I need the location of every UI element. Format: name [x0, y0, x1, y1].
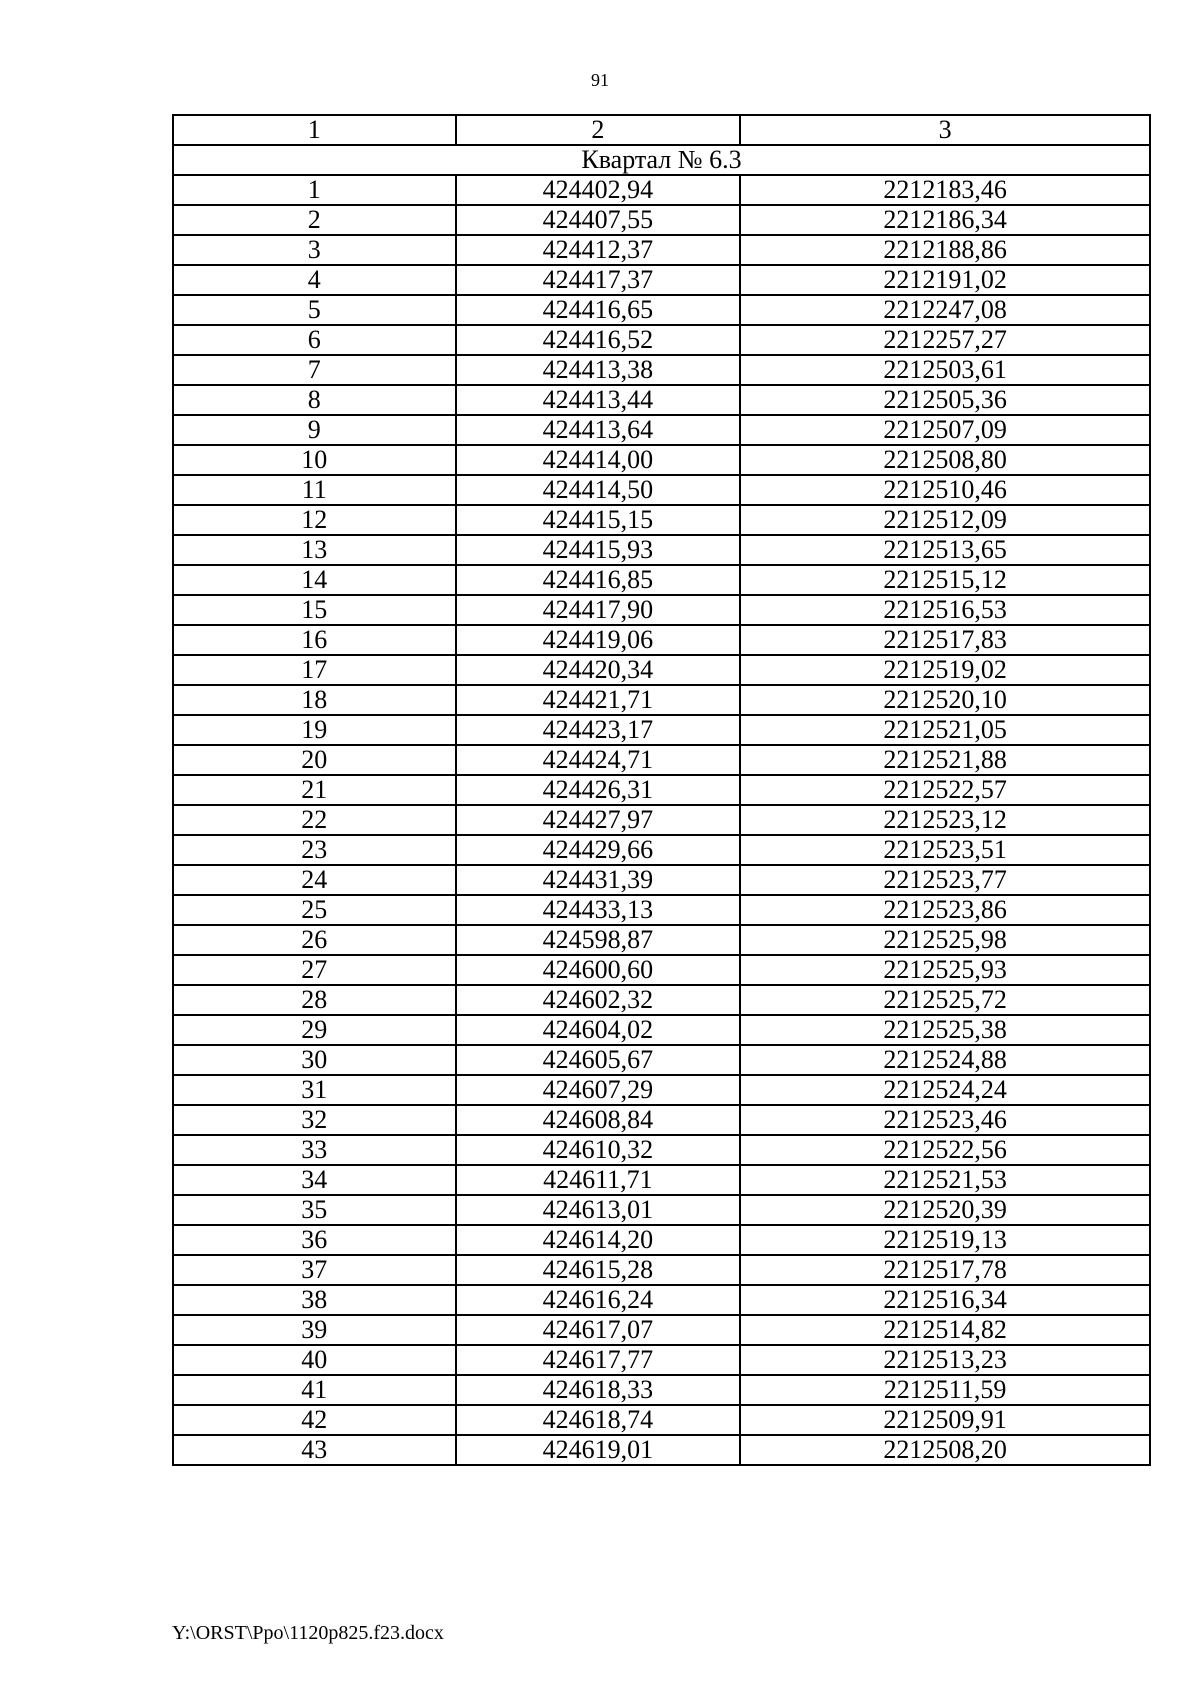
point-number-cell: 31	[173, 1075, 456, 1105]
table-row	[173, 775, 1150, 805]
point-number-cell: 23	[173, 835, 456, 865]
y-coordinate-cell: 2212522,57	[740, 775, 1150, 805]
y-coordinate-cell: 2212517,83	[740, 625, 1150, 655]
x-coordinate-cell: 424615,28	[456, 1255, 741, 1285]
y-coordinate-cell: 2212522,56	[740, 1135, 1150, 1165]
table-row	[173, 655, 1150, 685]
y-coordinate-cell: 2212514,82	[740, 1315, 1150, 1345]
x-coordinate-cell: 424605,67	[456, 1045, 741, 1075]
point-number-cell: 20	[173, 745, 456, 775]
y-coordinate-cell: 2212525,98	[740, 925, 1150, 955]
point-number-cell: 22	[173, 805, 456, 835]
x-coordinate-cell: 424431,39	[456, 865, 741, 895]
point-number-cell: 24	[173, 865, 456, 895]
y-coordinate-cell: 2212521,53	[740, 1165, 1150, 1195]
table-row	[173, 265, 1150, 295]
table-row	[173, 865, 1150, 895]
x-coordinate-cell: 424417,37	[456, 265, 741, 295]
point-number-cell: 34	[173, 1165, 456, 1195]
table-row	[173, 175, 1150, 205]
point-number-cell: 42	[173, 1405, 456, 1435]
point-number-cell: 16	[173, 625, 456, 655]
x-coordinate-cell: 424426,31	[456, 775, 741, 805]
x-coordinate-cell: 424618,74	[456, 1405, 741, 1435]
point-number-cell: 37	[173, 1255, 456, 1285]
x-coordinate-cell: 424413,64	[456, 415, 741, 445]
y-coordinate-cell: 2212523,86	[740, 895, 1150, 925]
point-number-cell: 27	[173, 955, 456, 985]
x-coordinate-cell: 424412,37	[456, 235, 741, 265]
x-coordinate-cell: 424613,01	[456, 1195, 741, 1225]
point-number-cell: 30	[173, 1045, 456, 1075]
point-number-cell: 18	[173, 685, 456, 715]
y-coordinate-cell: 2212509,91	[740, 1405, 1150, 1435]
y-coordinate-cell: 2212523,46	[740, 1105, 1150, 1135]
x-coordinate-cell: 424602,32	[456, 985, 741, 1015]
table-row	[173, 625, 1150, 655]
y-coordinate-cell: 2212257,27	[740, 325, 1150, 355]
table-row	[173, 565, 1150, 595]
table-row	[173, 475, 1150, 505]
point-number-cell: 25	[173, 895, 456, 925]
table-row	[173, 745, 1150, 775]
table-row	[173, 1255, 1150, 1285]
table-row	[173, 805, 1150, 835]
x-coordinate-cell: 424415,93	[456, 535, 741, 565]
point-number-cell: 2	[173, 205, 456, 235]
table-row	[173, 415, 1150, 445]
y-coordinate-cell: 2212186,34	[740, 205, 1150, 235]
table-body	[173, 115, 1150, 1465]
y-coordinate-cell: 2212512,09	[740, 505, 1150, 535]
table-row	[173, 325, 1150, 355]
table-row	[173, 1315, 1150, 1345]
section-title-row	[173, 145, 1150, 175]
point-number-cell: 4	[173, 265, 456, 295]
y-coordinate-cell: 2212516,34	[740, 1285, 1150, 1315]
y-coordinate-cell: 2212510,46	[740, 475, 1150, 505]
point-number-cell: 33	[173, 1135, 456, 1165]
table-row	[173, 1135, 1150, 1165]
table-row	[173, 955, 1150, 985]
x-coordinate-cell: 424617,77	[456, 1345, 741, 1375]
footer-file-path: Y:\ORST\Ppo\1120p825.f23.docx	[172, 1622, 444, 1644]
x-coordinate-cell: 424407,55	[456, 205, 741, 235]
table-row	[173, 1225, 1150, 1255]
table-row	[173, 445, 1150, 475]
point-number-cell: 19	[173, 715, 456, 745]
x-coordinate-cell: 424607,29	[456, 1075, 741, 1105]
point-number-cell: 43	[173, 1435, 456, 1465]
y-coordinate-cell: 2212524,88	[740, 1045, 1150, 1075]
y-coordinate-cell: 2212513,23	[740, 1345, 1150, 1375]
x-coordinate-cell: 424402,94	[456, 175, 741, 205]
y-coordinate-cell: 2212521,88	[740, 745, 1150, 775]
point-number-cell: 36	[173, 1225, 456, 1255]
y-coordinate-cell: 2212508,80	[740, 445, 1150, 475]
y-coordinate-cell: 2212511,59	[740, 1375, 1150, 1405]
y-coordinate-cell: 2212515,12	[740, 565, 1150, 595]
x-coordinate-cell: 424427,97	[456, 805, 741, 835]
x-coordinate-cell: 424419,06	[456, 625, 741, 655]
point-number-cell: 39	[173, 1315, 456, 1345]
y-coordinate-cell: 2212523,51	[740, 835, 1150, 865]
x-coordinate-cell: 424420,34	[456, 655, 741, 685]
table-row	[173, 685, 1150, 715]
column-header-1: 1	[173, 115, 456, 145]
x-coordinate-cell: 424618,33	[456, 1375, 741, 1405]
x-coordinate-cell: 424604,02	[456, 1015, 741, 1045]
point-number-cell: 9	[173, 415, 456, 445]
x-coordinate-cell: 424416,85	[456, 565, 741, 595]
table-row	[173, 835, 1150, 865]
point-number-cell: 15	[173, 595, 456, 625]
x-coordinate-cell: 424600,60	[456, 955, 741, 985]
x-coordinate-cell: 424416,52	[456, 325, 741, 355]
y-coordinate-cell: 2212520,10	[740, 685, 1150, 715]
point-number-cell: 26	[173, 925, 456, 955]
point-number-cell: 12	[173, 505, 456, 535]
y-coordinate-cell: 2212247,08	[740, 295, 1150, 325]
point-number-cell: 38	[173, 1285, 456, 1315]
y-coordinate-cell: 2212523,12	[740, 805, 1150, 835]
x-coordinate-cell: 424421,71	[456, 685, 741, 715]
y-coordinate-cell: 2212525,72	[740, 985, 1150, 1015]
y-coordinate-cell: 2212503,61	[740, 355, 1150, 385]
x-coordinate-cell: 424414,50	[456, 475, 741, 505]
x-coordinate-cell: 424433,13	[456, 895, 741, 925]
x-coordinate-cell: 424423,17	[456, 715, 741, 745]
table-row	[173, 1075, 1150, 1105]
y-coordinate-cell: 2212519,13	[740, 1225, 1150, 1255]
y-coordinate-cell: 2212183,46	[740, 175, 1150, 205]
point-number-cell: 13	[173, 535, 456, 565]
table-row	[173, 1435, 1150, 1465]
y-coordinate-cell: 2212524,24	[740, 1075, 1150, 1105]
table-row	[173, 1405, 1150, 1435]
y-coordinate-cell: 2212521,05	[740, 715, 1150, 745]
column-header-row	[173, 115, 1150, 145]
table-row	[173, 1195, 1150, 1225]
point-number-cell: 6	[173, 325, 456, 355]
x-coordinate-cell: 424417,90	[456, 595, 741, 625]
y-coordinate-cell: 2212191,02	[740, 265, 1150, 295]
point-number-cell: 29	[173, 1015, 456, 1045]
y-coordinate-cell: 2212525,38	[740, 1015, 1150, 1045]
point-number-cell: 35	[173, 1195, 456, 1225]
point-number-cell: 41	[173, 1375, 456, 1405]
x-coordinate-cell: 424610,32	[456, 1135, 741, 1165]
y-coordinate-cell: 2212517,78	[740, 1255, 1150, 1285]
coordinates-table	[172, 114, 1151, 1466]
page-number: 91	[591, 70, 609, 90]
x-coordinate-cell: 424414,00	[456, 445, 741, 475]
y-coordinate-cell: 2212516,53	[740, 595, 1150, 625]
x-coordinate-cell: 424416,65	[456, 295, 741, 325]
y-coordinate-cell: 2212513,65	[740, 535, 1150, 565]
table-row	[173, 1345, 1150, 1375]
table-row	[173, 1285, 1150, 1315]
y-coordinate-cell: 2212519,02	[740, 655, 1150, 685]
table-row	[173, 1165, 1150, 1195]
point-number-cell: 8	[173, 385, 456, 415]
point-number-cell: 3	[173, 235, 456, 265]
point-number-cell: 32	[173, 1105, 456, 1135]
y-coordinate-cell: 2212507,09	[740, 415, 1150, 445]
table-row	[173, 355, 1150, 385]
x-coordinate-cell: 424413,38	[456, 355, 741, 385]
x-coordinate-cell: 424619,01	[456, 1435, 741, 1465]
point-number-cell: 10	[173, 445, 456, 475]
table-row	[173, 895, 1150, 925]
y-coordinate-cell: 2212520,39	[740, 1195, 1150, 1225]
table-row	[173, 1375, 1150, 1405]
x-coordinate-cell: 424614,20	[456, 1225, 741, 1255]
y-coordinate-cell: 2212188,86	[740, 235, 1150, 265]
y-coordinate-cell: 2212508,20	[740, 1435, 1150, 1465]
x-coordinate-cell: 424429,66	[456, 835, 741, 865]
point-number-cell: 7	[173, 355, 456, 385]
x-coordinate-cell: 424424,71	[456, 745, 741, 775]
point-number-cell: 11	[173, 475, 456, 505]
y-coordinate-cell: 2212523,77	[740, 865, 1150, 895]
y-coordinate-cell: 2212525,93	[740, 955, 1150, 985]
table-row	[173, 205, 1150, 235]
table-row	[173, 595, 1150, 625]
table-row	[173, 1105, 1150, 1135]
table-row	[173, 535, 1150, 565]
table-row	[173, 715, 1150, 745]
point-number-cell: 17	[173, 655, 456, 685]
point-number-cell: 28	[173, 985, 456, 1015]
column-header-3: 3	[740, 115, 1150, 145]
point-number-cell: 1	[173, 175, 456, 205]
point-number-cell: 21	[173, 775, 456, 805]
table-row	[173, 1015, 1150, 1045]
y-coordinate-cell: 2212505,36	[740, 385, 1150, 415]
column-header-2: 2	[456, 115, 741, 145]
table-row	[173, 385, 1150, 415]
table-row	[173, 505, 1150, 535]
point-number-cell: 40	[173, 1345, 456, 1375]
table-row	[173, 985, 1150, 1015]
x-coordinate-cell: 424617,07	[456, 1315, 741, 1345]
point-number-cell: 5	[173, 295, 456, 325]
x-coordinate-cell: 424415,15	[456, 505, 741, 535]
table-row	[173, 925, 1150, 955]
table-row	[173, 1045, 1150, 1075]
table-row	[173, 295, 1150, 325]
x-coordinate-cell: 424598,87	[456, 925, 741, 955]
x-coordinate-cell: 424608,84	[456, 1105, 741, 1135]
section-title: Квартал № 6.3	[173, 145, 1150, 175]
x-coordinate-cell: 424413,44	[456, 385, 741, 415]
x-coordinate-cell: 424611,71	[456, 1165, 741, 1195]
x-coordinate-cell: 424616,24	[456, 1285, 741, 1315]
point-number-cell: 14	[173, 565, 456, 595]
table-row	[173, 235, 1150, 265]
